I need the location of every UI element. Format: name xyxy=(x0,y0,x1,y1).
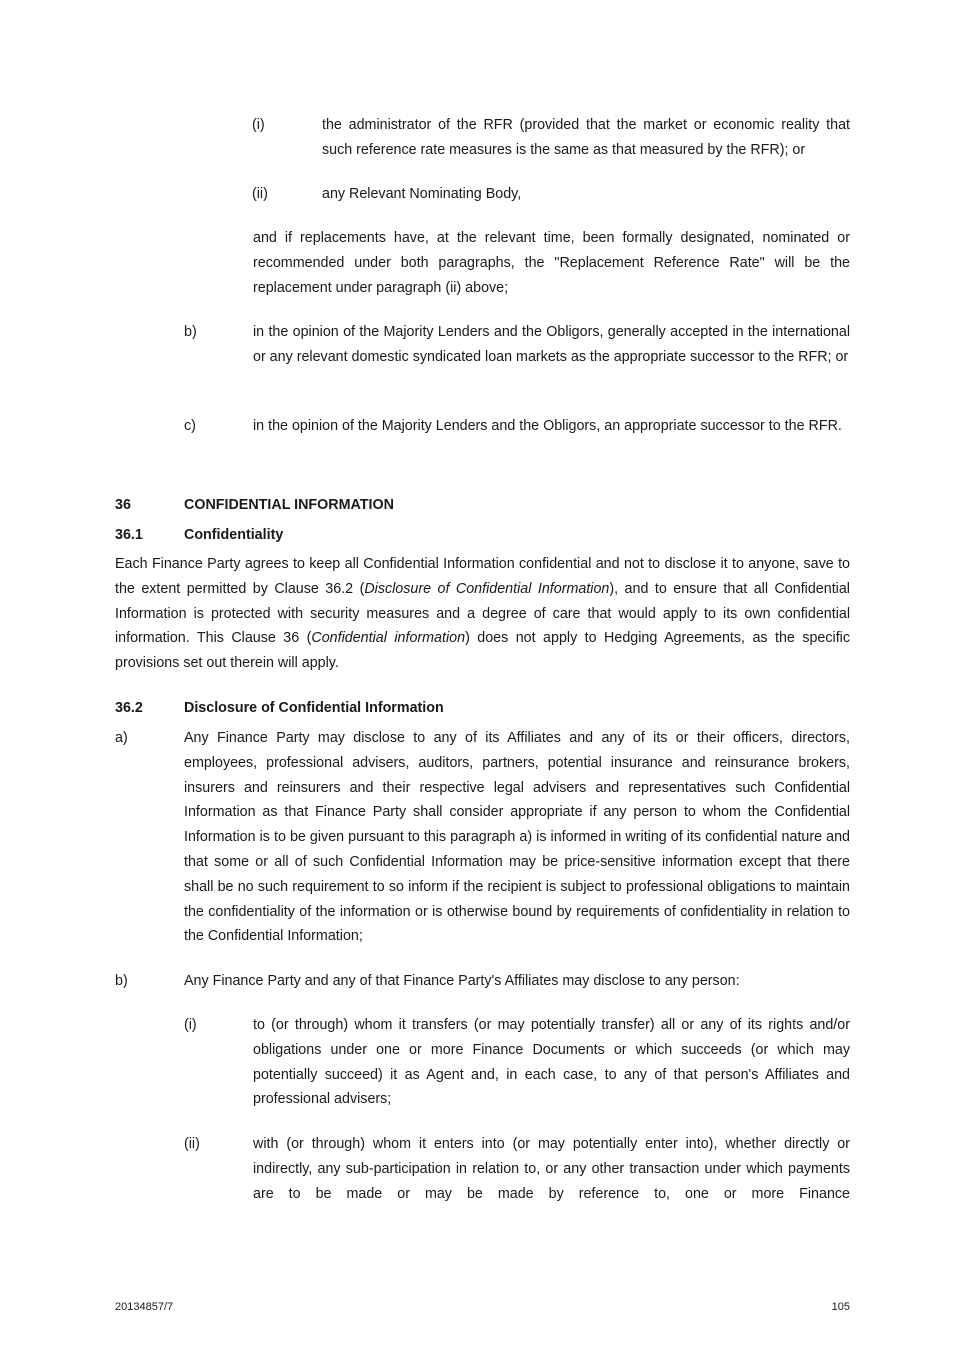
text: ) does not apply to Hedging Agreements, as the specific provisions set out therein will apply. xyxy=(115,630,850,672)
item-text: in the opinion of the Majority Lenders and the Obligors, generally accepted in the international or any relevant domestic syndicated loan markets as the appropriate successor to the RFR; or xyxy=(253,324,850,365)
text: Each Finance Party agrees to keep all Confidential Information confidential and not to disclose it to anyone, save to the extent permitted by Clause 36.2 ( xyxy=(115,556,850,597)
section-number: 36 xyxy=(115,497,131,513)
item-text: to (or through) whom it transfers (or may potentially transfer) all or any of its rights and/or obligations under one or more Finance Documents or which succeeds (or which may potentially succeed) it as Agent and, in each case, to any of that person's Affiliates and professional advisers; xyxy=(253,1017,850,1108)
item-text: any Relevant Nominating Body, xyxy=(322,186,522,202)
subsection-number: 36.2 xyxy=(115,700,143,716)
item-label: (ii) xyxy=(184,1136,200,1152)
document-reference: 20134857/7 xyxy=(115,1301,174,1313)
item-text: in the opinion of the Majority Lenders and the Obligors, an appropriate successor to the RFR. xyxy=(253,418,842,434)
subsection-number: 36.1 xyxy=(115,527,143,543)
page-number: 105 xyxy=(831,1301,850,1313)
item-label: (i) xyxy=(252,117,265,133)
subsection-title: Confidentiality xyxy=(184,527,284,543)
item-text: the administrator of the RFR (provided that the market or economic reality that such reference rate measures is the same as that measured by the RFR); or xyxy=(322,117,850,158)
item-label: (i) xyxy=(184,1017,197,1033)
italic-reference: Disclosure of Confidential Information xyxy=(364,580,610,597)
item-text: Any Finance Party and any of that Finance Party's Affiliates may disclose to any person: xyxy=(184,973,740,989)
item-label: b) xyxy=(115,973,128,989)
section-title: CONFIDENTIAL INFORMATION xyxy=(184,497,394,513)
item-label: a) xyxy=(115,730,128,746)
paragraph-replacements: and if replacements have, at the relevant time, been formally designated, nominated or recommended under both paragraphs, the "Replacement Reference Rate" will be the replacement under paragraph (ii) above; xyxy=(253,230,850,296)
item-label: (ii) xyxy=(252,186,268,202)
text: ), and to ensure that all Confidential Information is protected with security measures and a degree of care that would apply to its own confidential information. This Clause 36 ( xyxy=(115,580,850,647)
confidentiality-paragraph xyxy=(115,552,850,676)
italic-reference: Confidential information xyxy=(311,630,466,647)
subsection-title: Disclosure of Confidential Information xyxy=(184,700,444,716)
item-text: Any Finance Party may disclose to any of its Affiliates and any of its or their officers, directors, employees, professional advisers, auditors, partners, potential insurance and reinsurance brokers, insurers and reinsurers and their respective legal advisers and representatives such Confidential Information as that Finance Party shall consider appropriate if any person to whom the Confidential Information is to be given pursuant to this paragraph a) is informed in writing of its confidential nature and that some or all of such Confidential Information may be price-sensitive information except that there shall be no such requirement to so inform if the recipient is subject to professional obligations to maintain the confidentiality of the information or is otherwise bound by requirements of confidentiality in relation to the Confidential Information; xyxy=(184,730,850,945)
item-text: with (or through) whom it enters into (or may potentially enter into), whether directly or indirectly, any sub-participation in relation to, or any other transaction under which payments are to be made or may be made by reference to, one or more Finance xyxy=(253,1136,850,1202)
item-label: c) xyxy=(184,418,196,434)
item-label: b) xyxy=(184,324,197,340)
